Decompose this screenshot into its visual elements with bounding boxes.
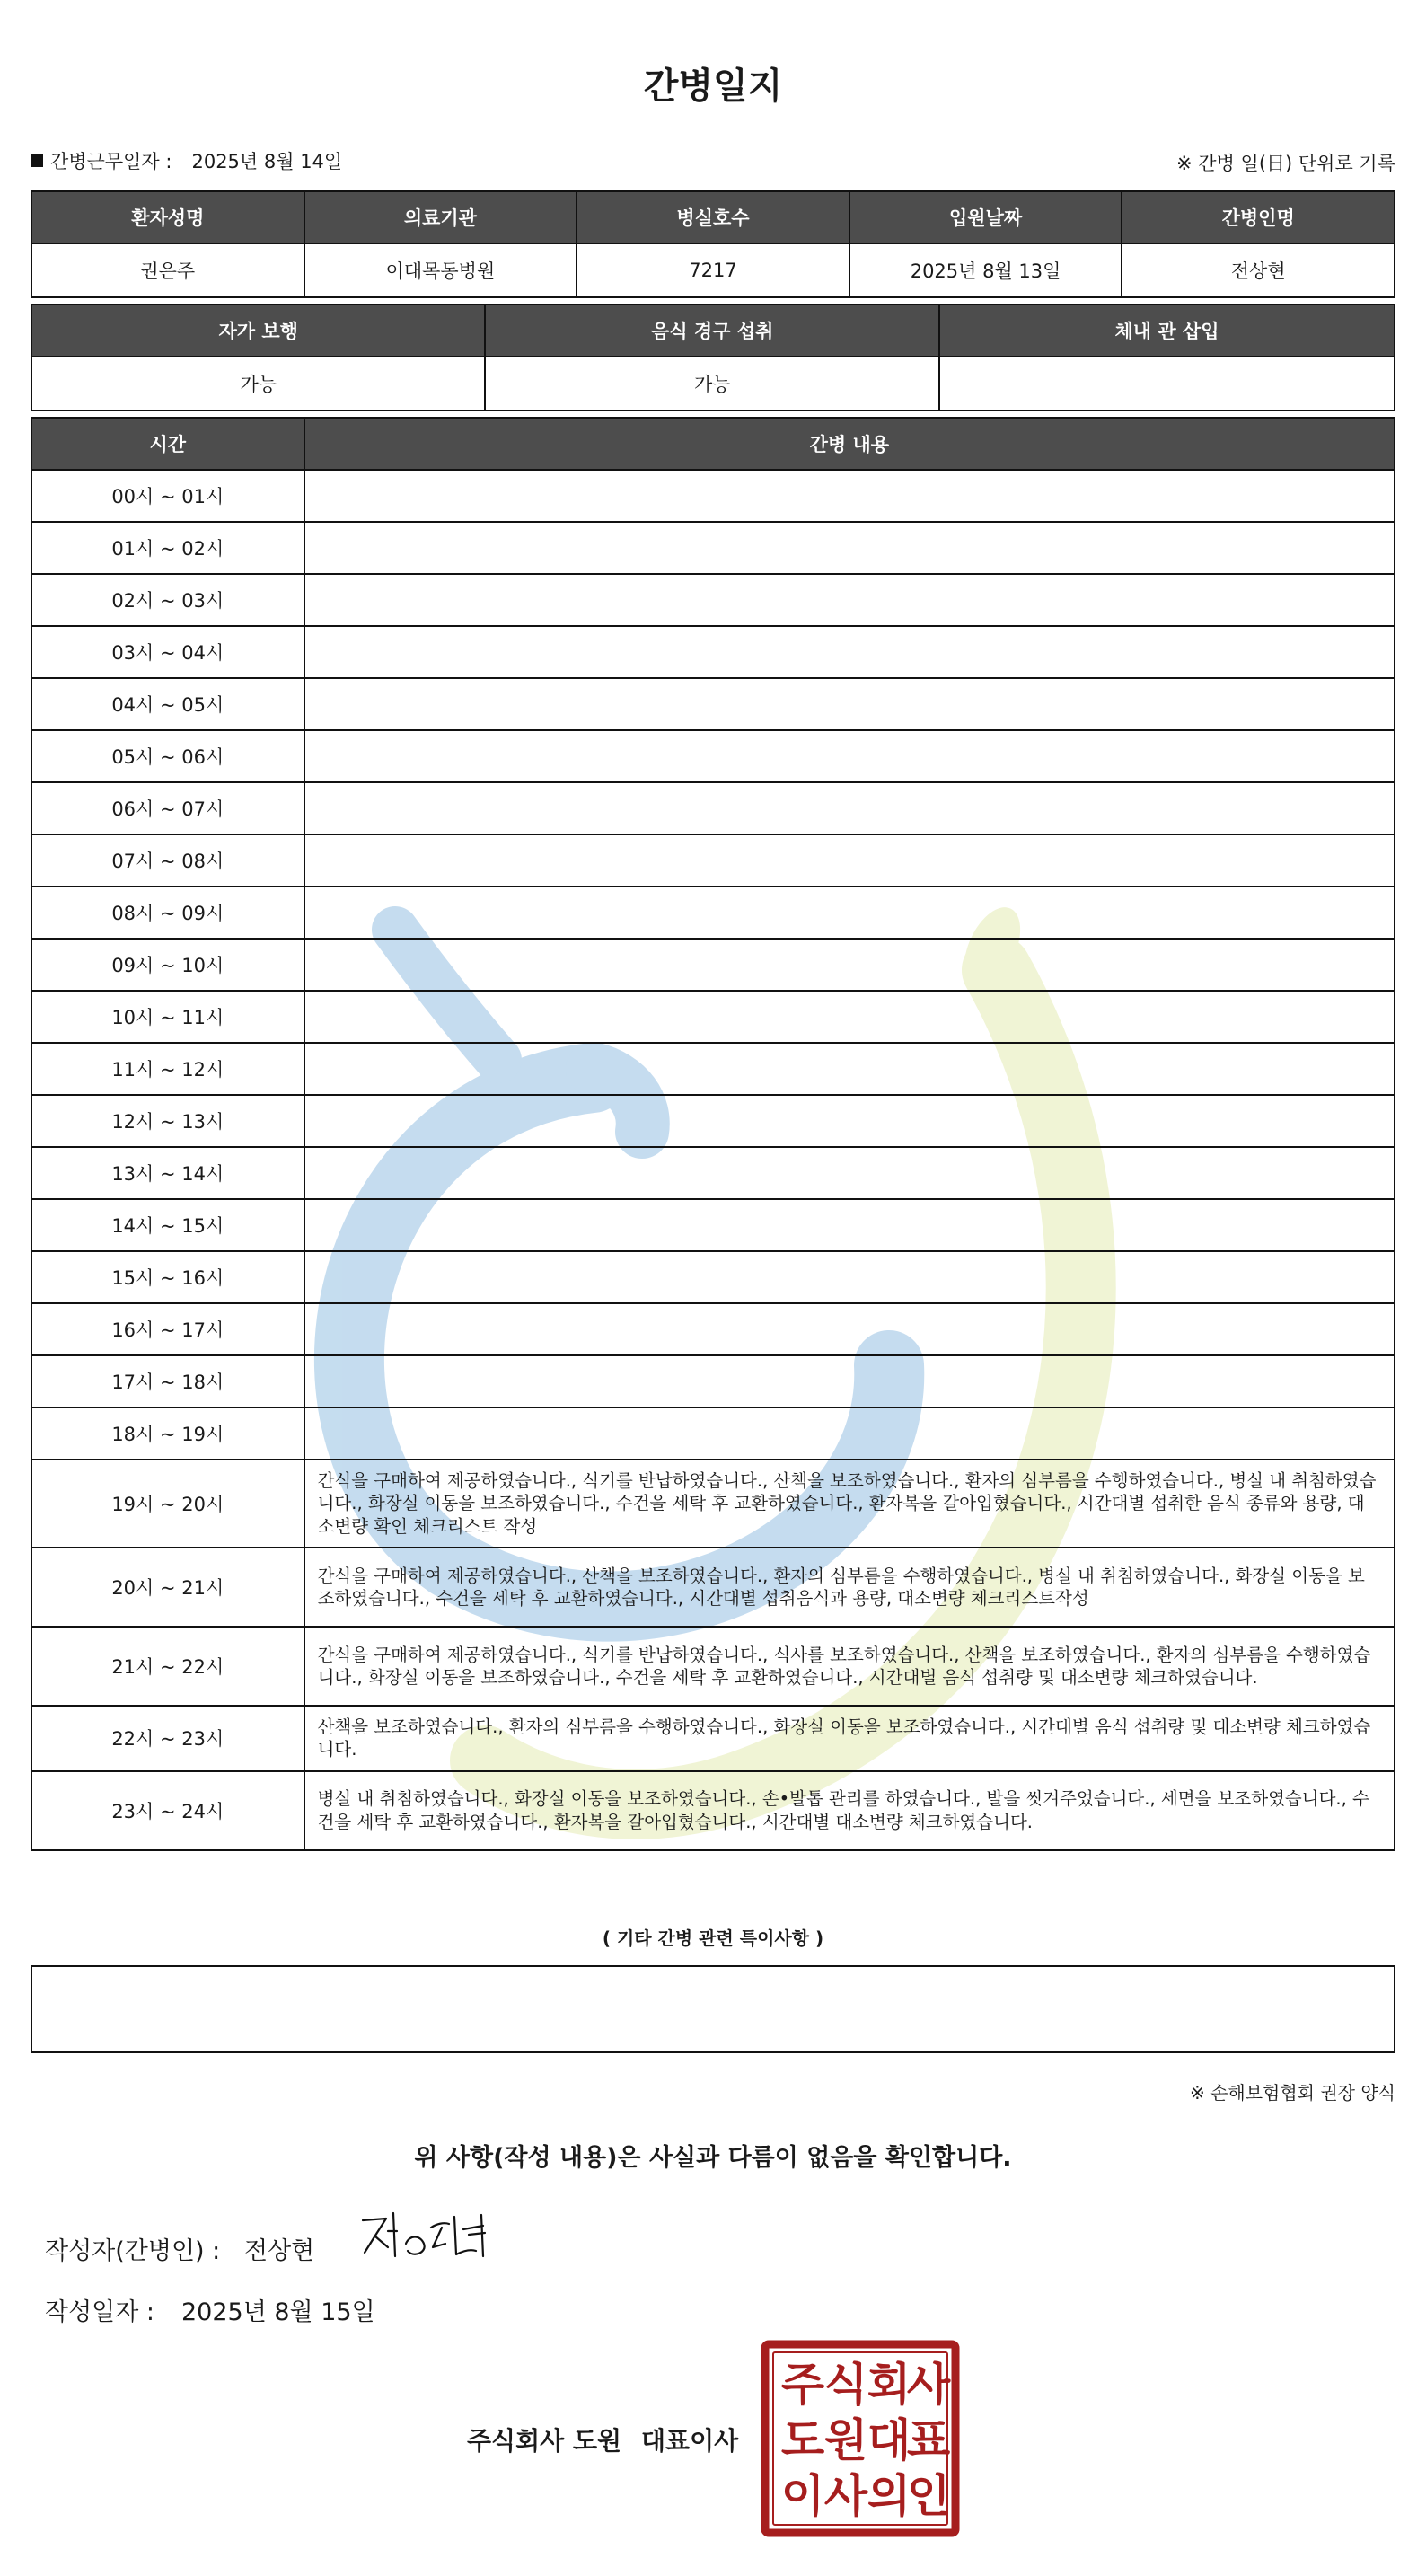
seal-character: 표 [906,2414,951,2466]
care-content: 병실 내 취침하였습니다., 화장실 이동을 보조하였습니다., 손•발톱 관리를 하였습니다., 발을 씻겨주었습니다., 세면을 보조하였습니다., 수건을 세탁 후 교환하였습니다., 환자복을 갈아입혔습니다., 시간대별 대소변량 체크하였습니다. [304,1771,1395,1850]
table-row [31,574,1395,626]
remarks-box [31,1965,1395,2053]
care-content [304,522,1395,574]
table-row [31,1251,1395,1303]
care-content [304,939,1395,991]
table-row [31,1199,1395,1251]
time-slot: 18시 ~ 19시 [31,1407,304,1460]
ceo-title: 대표이사 [641,2426,739,2456]
care-content [304,1251,1395,1303]
table-row [31,1407,1395,1460]
time-slot: 12시 ~ 13시 [31,1095,304,1147]
seal-character: 식 [823,2359,868,2411]
care-content [304,834,1395,887]
header-oral-intake: 음식 경구 섭취 [485,304,938,357]
remarks-title: ( 기타 간병 관련 특이사항 ) [602,1928,824,1949]
care-content: 간식을 구매하여 제공하였습니다., 식기를 반납하였습니다., 식사를 보조하였습니다., 산책을 보조하였습니다., 환자의 심부름을 수행하였습니다., 화장실 이동을 보조하였습니다., 수건을 세탁 후 교환하였습니다., 시간대별 음식 섭취량 및 대소변량 체크하였습니다. [304,1627,1395,1706]
table-row [31,1355,1395,1407]
care-content: 산책을 보조하였습니다., 환자의 심부름을 수행하였습니다., 화장실 이동을 보조하였습니다., 시간대별 음식 섭취량 및 대소변량 체크하였습니다. [304,1706,1395,1771]
header-care-content: 간병 내용 [304,418,1395,470]
header-self-walking: 자가 보행 [31,304,485,357]
time-slot: 16시 ~ 17시 [31,1303,304,1355]
seal-character: 의 [867,2470,911,2522]
table-row [31,470,1395,522]
time-slot: 21시 ~ 22시 [31,1627,304,1706]
time-slot: 10시 ~ 11시 [31,991,304,1043]
time-slot: 14시 ~ 15시 [31,1199,304,1251]
care-content [304,1147,1395,1199]
company-seal-stamp [760,2339,961,2538]
table-row [31,1706,1395,1771]
writer-label: 작성자(간병인) : [45,2237,221,2265]
self-walking: 가능 [31,357,485,410]
table-row [31,1460,1395,1548]
tube-insertion [939,357,1395,410]
hospital: 이대목동병원 [304,243,577,297]
seal-character: 대 [867,2414,911,2466]
table-row [31,626,1395,678]
care-content [304,626,1395,678]
table-row [31,1771,1395,1850]
room-number: 7217 [577,243,849,297]
care-content [304,1095,1395,1147]
time-slot: 03시 ~ 04시 [31,626,304,678]
seal-character: 원 [823,2414,868,2466]
table-row [31,1627,1395,1706]
seal-character: 회 [867,2359,911,2411]
company-name: 주식회사 도원 [467,2426,622,2456]
care-content [304,678,1395,730]
table-row [31,834,1395,887]
writer-name: 전상현 [244,2237,315,2265]
care-content [304,1355,1395,1407]
seal-character: 주 [780,2359,825,2411]
seal-character: 이 [780,2470,825,2522]
time-slot: 09시 ~ 10시 [31,939,304,991]
care-log-table [31,417,1395,1851]
time-slot: 11시 ~ 12시 [31,1043,304,1095]
unit-note: ※ 간병 일(日) 단위로 기록 [1176,153,1395,174]
time-slot: 04시 ~ 05시 [31,678,304,730]
oral-intake: 가능 [485,357,938,410]
table-row [31,991,1395,1043]
bullet-square-icon [31,154,43,167]
header-patient-name: 환자성명 [31,191,304,243]
seal-character: 인 [906,2470,951,2522]
time-slot: 00시 ~ 01시 [31,470,304,522]
work-date-label: 간병근무일자 : [50,151,172,172]
caregiver-name: 전상현 [1122,243,1395,297]
time-slot: 08시 ~ 09시 [31,887,304,939]
time-slot: 19시 ~ 20시 [31,1460,304,1548]
care-content [304,574,1395,626]
patient-status-table [31,304,1395,411]
time-slot: 01시 ~ 02시 [31,522,304,574]
confirmation-statement: 위 사항(작성 내용)은 사실과 다름이 없음을 확인합니다. [414,2144,1012,2172]
table-row [31,730,1395,782]
care-content [304,782,1395,834]
time-slot: 07시 ~ 08시 [31,834,304,887]
work-date-value: 2025년 8월 14일 [191,151,343,172]
seal-character: 사 [906,2359,951,2411]
admission-date: 2025년 8월 13일 [849,243,1122,297]
care-content [304,1199,1395,1251]
time-slot: 06시 ~ 07시 [31,782,304,834]
header-room-number: 병실호수 [577,191,849,243]
time-slot: 20시 ~ 21시 [31,1548,304,1627]
handwritten-signature [356,2208,506,2272]
header-tube-insertion: 체내 관 삽입 [939,304,1395,357]
table-row [31,1095,1395,1147]
care-content [304,730,1395,782]
table-row [31,522,1395,574]
header-caregiver-name: 간병인명 [1122,191,1395,243]
page-title: 간병일지 [643,66,783,107]
time-slot: 17시 ~ 18시 [31,1355,304,1407]
table-row [31,1548,1395,1627]
header-admission-date: 입원날짜 [849,191,1122,243]
time-slot: 22시 ~ 23시 [31,1706,304,1771]
patient-info-table [31,190,1395,298]
table-row [31,939,1395,991]
header-hospital: 의료기관 [304,191,577,243]
care-content [304,1407,1395,1460]
header-time: 시간 [31,418,304,470]
time-slot: 05시 ~ 06시 [31,730,304,782]
table-row [31,678,1395,730]
time-slot: 15시 ~ 16시 [31,1251,304,1303]
care-content [304,1043,1395,1095]
care-content [304,991,1395,1043]
care-content: 간식을 구매하여 제공하였습니다., 산책을 보조하였습니다., 환자의 심부름을 수행하였습니다., 병실 내 취침하였습니다., 화장실 이동을 보조하였습니다., 수건을 세탁 후 교환하였습니다., 시간대별 섭취음식과 용량, 대소변량 체크리스트작성 [304,1548,1395,1627]
table-row [31,1043,1395,1095]
seal-character: 도 [780,2414,825,2466]
care-content [304,887,1395,939]
care-content [304,1303,1395,1355]
org-note: ※ 손해보험협회 권장 양식 [1189,2082,1395,2104]
table-row [31,1303,1395,1355]
table-row [31,1147,1395,1199]
time-slot: 23시 ~ 24시 [31,1771,304,1850]
table-row [31,782,1395,834]
seal-character: 사 [823,2470,868,2522]
write-date: 2025년 8월 15일 [181,2298,375,2326]
write-date-label: 작성일자 : [45,2298,155,2326]
care-content: 간식을 구매하여 제공하였습니다., 식기를 반납하였습니다., 산책을 보조하였습니다., 환자의 심부름을 수행하였습니다., 병실 내 취침하였습니다., 화장실 이동을 보조하였습니다., 수건을 세탁 후 교환하였습니다., 환자복을 갈아입혔습니다., 시간대별 섭취한 음식 종류와 용량, 대소변량 확인 체크리스트 작성 [304,1460,1395,1548]
time-slot: 13시 ~ 14시 [31,1147,304,1199]
table-row [31,887,1395,939]
time-slot: 02시 ~ 03시 [31,574,304,626]
patient-name: 권은주 [31,243,304,297]
care-content [304,470,1395,522]
work-date [31,147,342,174]
